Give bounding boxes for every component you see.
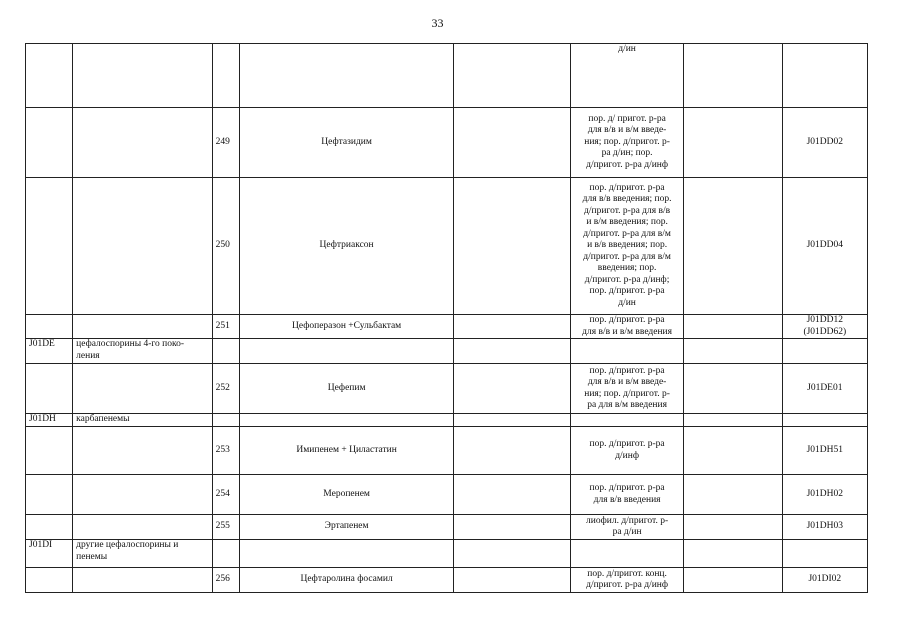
atc-group-code: J01DE (26, 339, 73, 364)
empty-cell (454, 44, 570, 108)
dosage-form: пор. д/пригот. р-ра д/инф (570, 427, 683, 475)
dosage-form: пор. д/ пригот. р-ра для в/в и в/м введе- ния; пор. д/пригот. р- ра д/ин; пор. д/пригот. р-ра д/инф (570, 108, 683, 178)
atc-group-title: цефалоспорины 4-го поко- ления (73, 339, 212, 364)
empty-cell (26, 44, 73, 108)
empty-cell (684, 364, 782, 414)
atc-code (782, 44, 867, 108)
empty-cell (782, 540, 867, 568)
empty-cell (26, 315, 73, 339)
empty-cell (684, 540, 782, 568)
atc-code: J01DD02 (782, 108, 867, 178)
drug-number: 253 (212, 427, 239, 475)
atc-group-code: J01DI (26, 540, 73, 568)
dosage-form: пор. д/пригот. р-ра для в/в введения (570, 475, 683, 515)
drug-name: Цефтриаксон (239, 178, 454, 315)
atc-code: J01DH51 (782, 427, 867, 475)
empty-cell (239, 414, 454, 427)
drug-number: 255 (212, 515, 239, 540)
drug-row (26, 315, 868, 339)
atc-code: J01DE01 (782, 364, 867, 414)
empty-cell (782, 414, 867, 427)
drug-name: Цефоперазон +Сульбактам (239, 315, 454, 339)
empty-cell (73, 568, 212, 593)
empty-cell (454, 427, 570, 475)
drug-number: 250 (212, 178, 239, 315)
empty-cell (454, 568, 570, 593)
empty-cell (684, 427, 782, 475)
empty-cell (239, 339, 454, 364)
drug-row (26, 108, 868, 178)
empty-cell (26, 568, 73, 593)
empty-cell (684, 339, 782, 364)
group-row (26, 540, 868, 568)
dosage-form: пор. д/пригот. р-ра для в/в и в/м введения (570, 315, 683, 339)
drug-table (25, 43, 868, 593)
empty-cell (684, 475, 782, 515)
dosage-form: пор. д/пригот. р-ра для в/в и в/м введе- ния; пор. д/пригот. р- ра для в/м введения (570, 364, 683, 414)
empty-cell (26, 515, 73, 540)
empty-cell (73, 108, 212, 178)
atc-group-title: карбапенемы (73, 414, 212, 427)
empty-cell (26, 178, 73, 315)
atc-code: J01DD12 (J01DD62) (782, 315, 867, 339)
empty-cell (454, 515, 570, 540)
empty-cell (454, 108, 570, 178)
empty-cell (782, 339, 867, 364)
drug-name: Меропенем (239, 475, 454, 515)
empty-cell (454, 414, 570, 427)
empty-cell (239, 540, 454, 568)
empty-cell (73, 364, 212, 414)
empty-cell (570, 339, 683, 364)
empty-cell (684, 108, 782, 178)
empty-cell (73, 427, 212, 475)
drug-number (212, 44, 239, 108)
empty-cell (454, 315, 570, 339)
drug-row (26, 44, 868, 108)
empty-cell (454, 475, 570, 515)
atc-group-code: J01DH (26, 414, 73, 427)
drug-number: 256 (212, 568, 239, 593)
atc-code: J01DI02 (782, 568, 867, 593)
group-row (26, 339, 868, 364)
empty-cell (570, 540, 683, 568)
empty-cell (73, 44, 212, 108)
drug-number: 249 (212, 108, 239, 178)
drug-number: 252 (212, 364, 239, 414)
empty-cell (73, 315, 212, 339)
atc-group-title: другие цефалоспорины и пенемы (73, 540, 212, 568)
empty-cell (454, 364, 570, 414)
empty-cell (570, 414, 683, 427)
empty-cell (684, 568, 782, 593)
drug-name (239, 44, 454, 108)
dosage-form: пор. д/пригот. р-ра для в/в введения; пор. д/пригот. р-ра для в/в и в/м введения; пор. д/пригот. р-ра для в/м и в/в введения; пор. д/пригот. р-ра для в/м введения; пор. д/пригот. р-ра д/инф; пор. д/пригот. р-ра д/ин (570, 178, 683, 315)
page-number: 33 (431, 16, 444, 30)
empty-cell (73, 178, 212, 315)
empty-cell (212, 414, 239, 427)
empty-cell (684, 414, 782, 427)
empty-cell (454, 178, 570, 315)
drug-number: 251 (212, 315, 239, 339)
dosage-form: лиофил. д/пригот. р- ра д/ин (570, 515, 683, 540)
empty-cell (684, 44, 782, 108)
dosage-form: пор. д/пригот. конц. д/пригот. р-ра д/инф (570, 568, 683, 593)
empty-cell (684, 515, 782, 540)
empty-cell (26, 108, 73, 178)
empty-cell (26, 475, 73, 515)
atc-code: J01DH02 (782, 475, 867, 515)
drug-name: Цефтаролина фосамил (239, 568, 454, 593)
empty-cell (454, 339, 570, 364)
drug-number: 254 (212, 475, 239, 515)
empty-cell (212, 339, 239, 364)
empty-cell (73, 475, 212, 515)
empty-cell (454, 540, 570, 568)
atc-code: J01DH03 (782, 515, 867, 540)
drug-row (26, 475, 868, 515)
empty-cell (26, 364, 73, 414)
group-row (26, 414, 868, 427)
drug-name: Цефепим (239, 364, 454, 414)
drug-name: Цефтазидим (239, 108, 454, 178)
empty-cell (684, 315, 782, 339)
empty-cell (684, 178, 782, 315)
drug-name: Эртапенем (239, 515, 454, 540)
empty-cell (73, 515, 212, 540)
dosage-form: д/ин (570, 44, 683, 108)
atc-code: J01DD04 (782, 178, 867, 315)
drug-row (26, 364, 868, 414)
drug-row (26, 427, 868, 475)
drug-row (26, 515, 868, 540)
drug-name: Имипенем + Циластатин (239, 427, 454, 475)
empty-cell (26, 427, 73, 475)
drug-row (26, 178, 868, 315)
drug-row (26, 568, 868, 593)
empty-cell (212, 540, 239, 568)
